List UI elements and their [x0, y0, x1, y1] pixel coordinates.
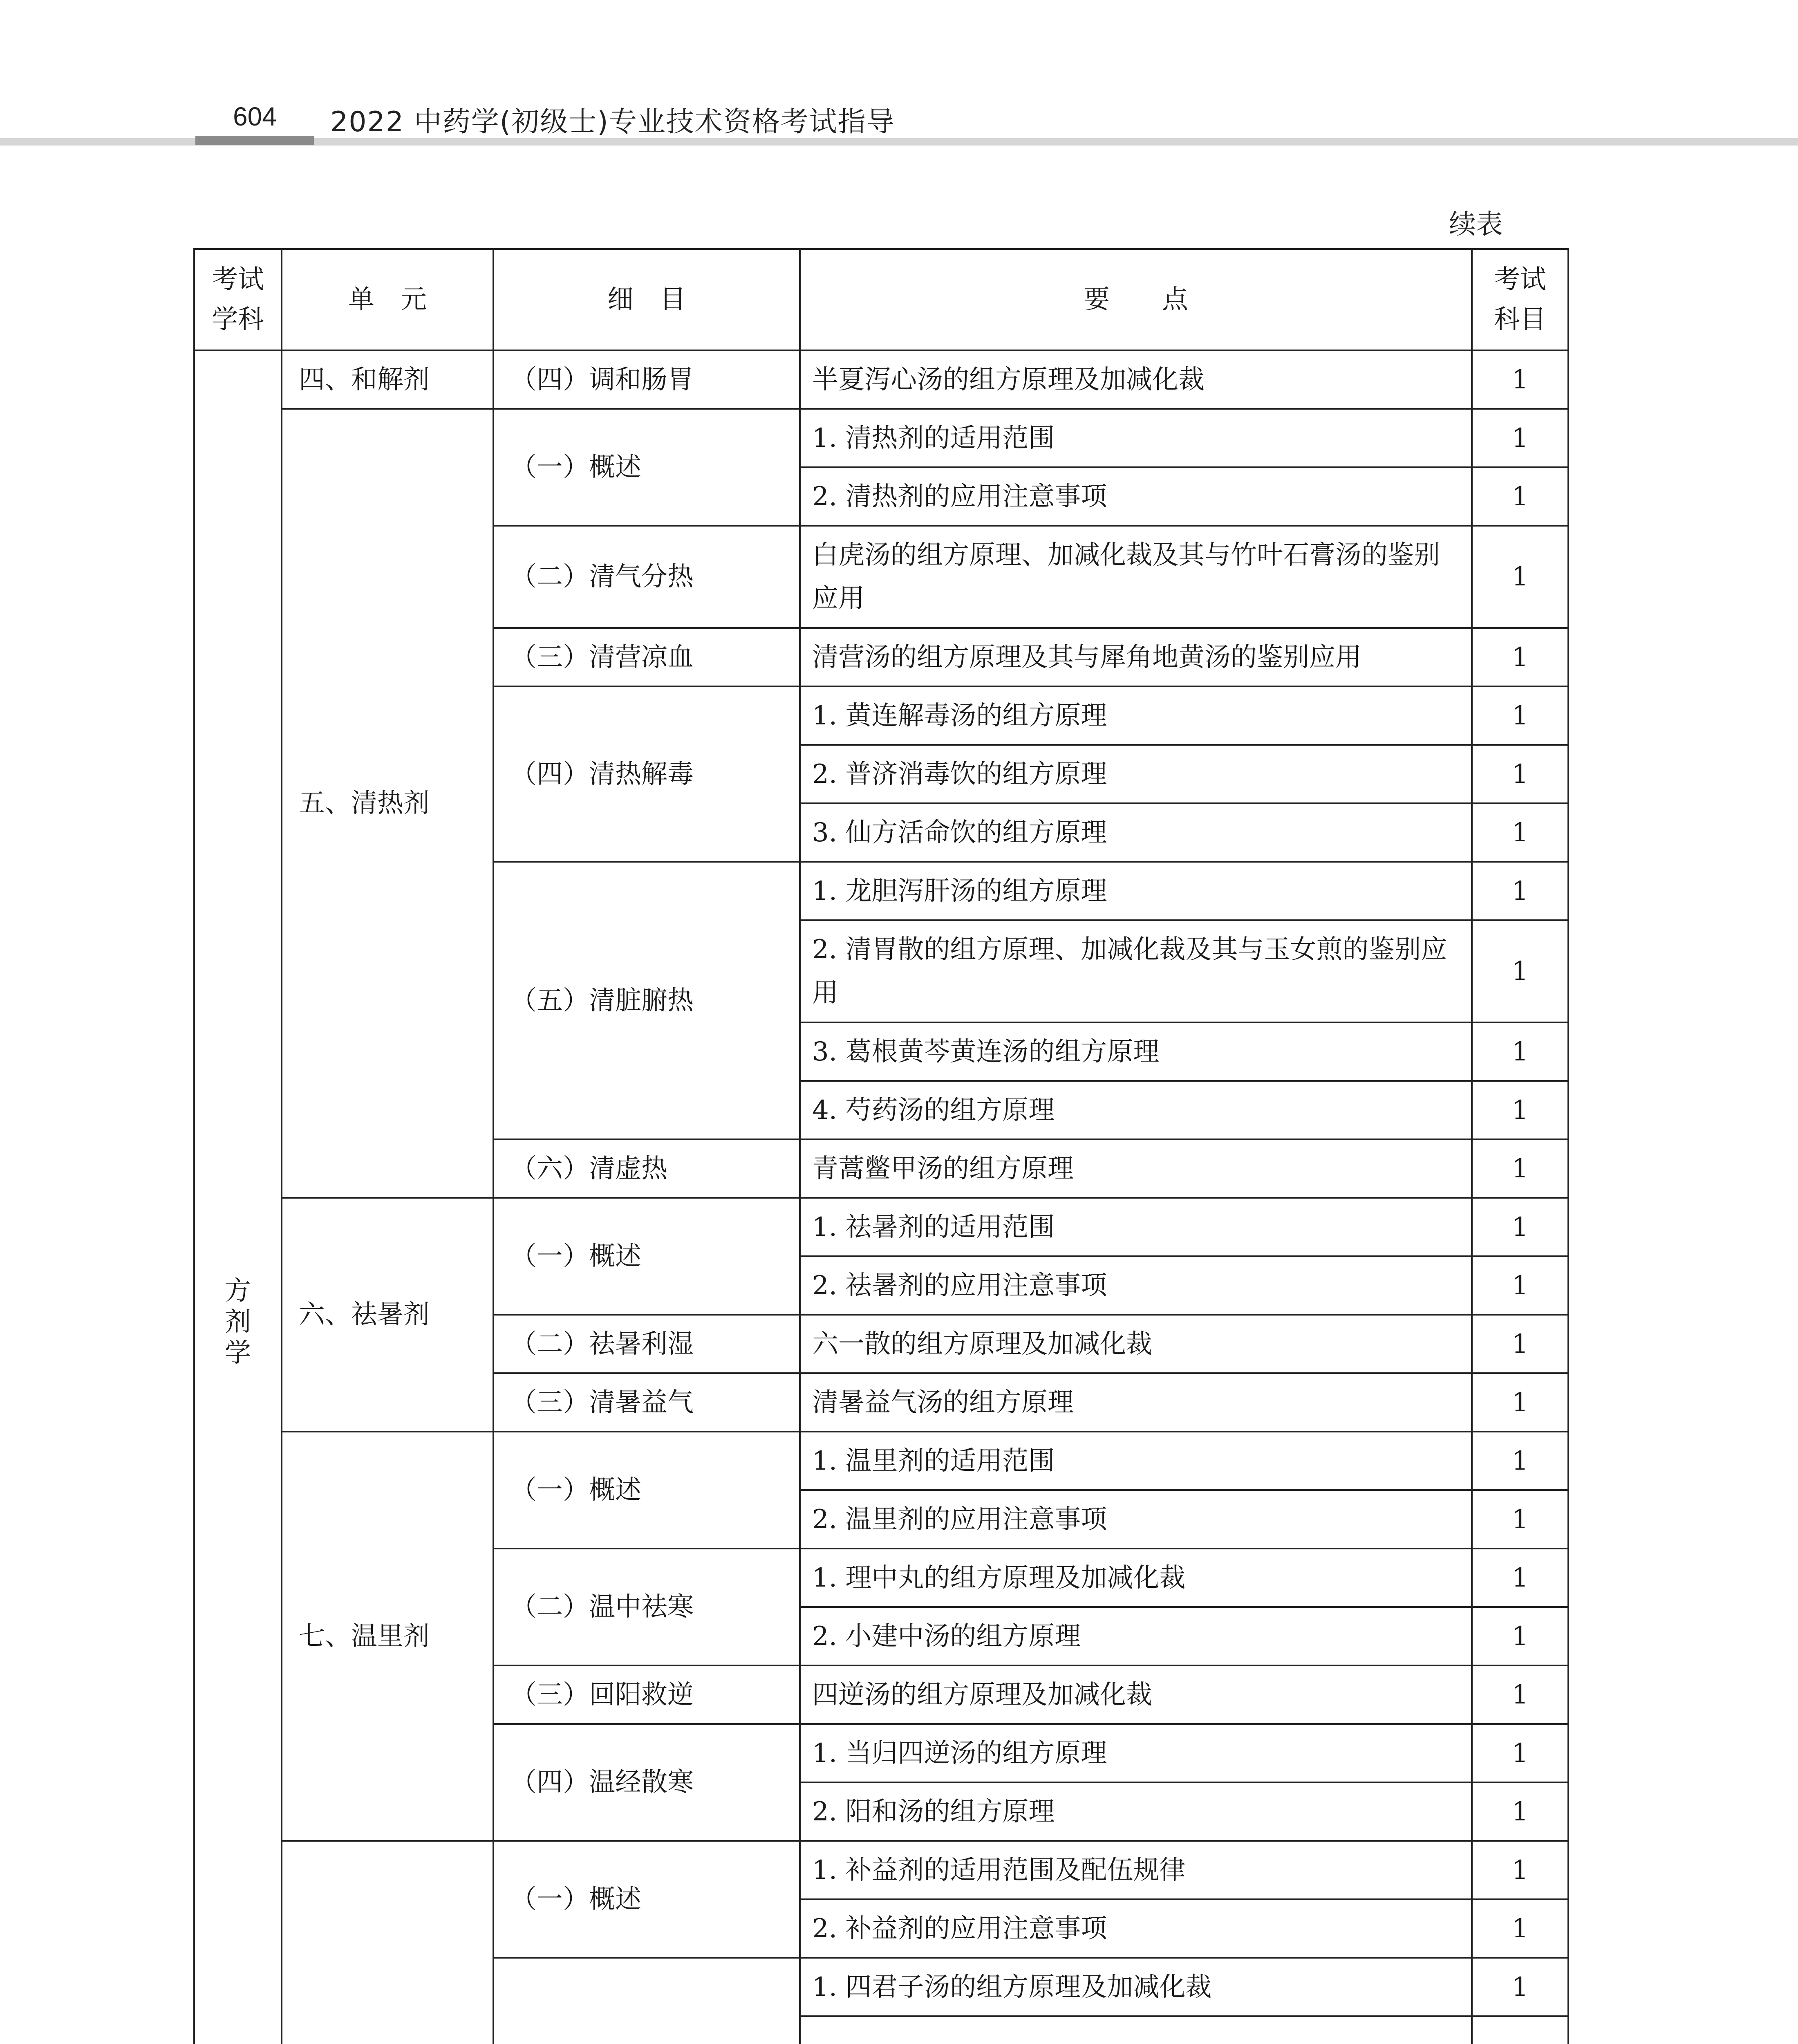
point-cell: 1. 温里剂的适用范围 [800, 1432, 1472, 1490]
score-cell: 1 [1472, 1549, 1568, 1607]
point-cell: 2. 清胃散的组方原理、加减化裁及其与玉女煎的鉴别应用 [800, 920, 1472, 1022]
point-cell: 青蒿鳖甲汤的组方原理 [800, 1139, 1472, 1198]
score-cell: 1 [1472, 1665, 1568, 1724]
unit-cell: 六、祛暑剂 [282, 1198, 493, 1432]
point-cell: 2. 小建中汤的组方原理 [800, 1607, 1472, 1665]
detail-cell: （五）清脏腑热 [493, 862, 800, 1139]
detail-cell: （四）调和肠胃 [493, 350, 800, 409]
point-cell: 清营汤的组方原理及其与犀角地黄汤的鉴别应用 [800, 628, 1472, 686]
point-cell: 2. 清热剂的应用注意事项 [800, 467, 1472, 526]
point-cell: 六一散的组方原理及加减化裁 [800, 1315, 1472, 1373]
unit-cell: 四、和解剂 [282, 350, 493, 409]
detail-cell: （一）概述 [493, 1841, 800, 1958]
score-cell: 1 [1472, 1724, 1568, 1782]
score-cell: 1 [1472, 1315, 1568, 1373]
point-cell [800, 2016, 1472, 2044]
table-row [194, 1432, 1568, 1490]
point-cell: 1. 黄连解毒汤的组方原理 [800, 686, 1472, 745]
score-cell: 1 [1472, 803, 1568, 862]
detail-cell: （四）清热解毒 [493, 686, 800, 862]
page-header [0, 0, 1798, 155]
score-cell: 1 [1472, 745, 1568, 803]
page-number: 604 [233, 102, 277, 131]
score-cell: 1 [1472, 862, 1568, 920]
header-exam: 考试 科目 [1472, 249, 1568, 350]
point-cell: 1. 理中丸的组方原理及加减化裁 [800, 1549, 1472, 1607]
score-cell: 1 [1472, 1022, 1568, 1081]
detail-cell [493, 1958, 800, 2044]
detail-cell: （一）概述 [493, 1432, 800, 1549]
score-cell: 1 [1472, 628, 1568, 686]
table-row [194, 409, 1568, 467]
score-cell: 1 [1472, 1432, 1568, 1490]
score-cell: 1 [1472, 1782, 1568, 1841]
running-title: 2022 中药学(初级士)专业技术资格考试指导 [330, 106, 895, 138]
score-cell [1472, 2016, 1568, 2044]
detail-cell: （三）清营凉血 [493, 628, 800, 686]
point-cell: 2. 普济消毒饮的组方原理 [800, 745, 1472, 803]
point-cell: 2. 温里剂的应用注意事项 [800, 1490, 1472, 1549]
subject-cell: 方剂学 [194, 350, 282, 2044]
point-cell: 1. 补益剂的适用范围及配伍规律 [800, 1841, 1472, 1899]
point-cell: 3. 仙方活命饮的组方原理 [800, 803, 1472, 862]
table-row [194, 350, 1568, 409]
point-cell: 2. 阳和汤的组方原理 [800, 1782, 1472, 1841]
detail-cell: （二）温中祛寒 [493, 1549, 800, 1665]
point-cell: 2. 祛暑剂的应用注意事项 [800, 1256, 1472, 1315]
score-cell: 1 [1472, 1081, 1568, 1139]
header-rule-accent [195, 136, 314, 145]
header-unit: 单 元 [282, 249, 493, 350]
score-cell: 1 [1472, 1373, 1568, 1432]
table-row [194, 1841, 1568, 1899]
score-cell: 1 [1472, 1256, 1568, 1315]
score-cell: 1 [1472, 1841, 1568, 1899]
detail-cell: （二）祛暑利湿 [493, 1315, 800, 1373]
point-cell: 1. 当归四逆汤的组方原理 [800, 1724, 1472, 1782]
unit-cell [282, 1841, 493, 2044]
header-point: 要 点 [800, 249, 1472, 350]
point-cell: 3. 葛根黄芩黄连汤的组方原理 [800, 1022, 1472, 1081]
point-cell: 1. 祛暑剂的适用范围 [800, 1198, 1472, 1256]
detail-cell: （六）清虚热 [493, 1139, 800, 1198]
point-cell: 四逆汤的组方原理及加减化裁 [800, 1665, 1472, 1724]
score-cell: 1 [1472, 467, 1568, 526]
score-cell: 1 [1472, 1198, 1568, 1256]
detail-cell: （四）温经散寒 [493, 1724, 800, 1841]
detail-cell: （三）清暑益气 [493, 1373, 800, 1432]
header-detail: 细 目 [493, 249, 800, 350]
detail-cell: （一）概述 [493, 1198, 800, 1315]
unit-cell: 七、温里剂 [282, 1432, 493, 1841]
syllabus-table [193, 248, 1569, 2044]
score-cell: 1 [1472, 686, 1568, 745]
detail-cell: （二）清气分热 [493, 526, 800, 628]
point-cell: 白虎汤的组方原理、加减化裁及其与竹叶石膏汤的鉴别应用 [800, 526, 1472, 628]
score-cell: 1 [1472, 350, 1568, 409]
score-cell: 1 [1472, 1490, 1568, 1549]
point-cell: 2. 补益剂的应用注意事项 [800, 1899, 1472, 1958]
table-header-row [194, 249, 1568, 350]
point-cell: 1. 清热剂的适用范围 [800, 409, 1472, 467]
unit-cell: 五、清热剂 [282, 409, 493, 1198]
point-cell: 1. 四君子汤的组方原理及加减化裁 [800, 1958, 1472, 2016]
score-cell: 1 [1472, 1958, 1568, 2016]
detail-cell: （三）回阳救逆 [493, 1665, 800, 1724]
point-cell: 1. 龙胆泻肝汤的组方原理 [800, 862, 1472, 920]
header-subject: 考试 学科 [194, 249, 282, 350]
score-cell: 1 [1472, 1139, 1568, 1198]
score-cell: 1 [1472, 526, 1568, 628]
score-cell: 1 [1472, 1899, 1568, 1958]
detail-cell: （一）概述 [493, 409, 800, 526]
table-row [194, 1198, 1568, 1256]
score-cell: 1 [1472, 1607, 1568, 1665]
continued-label: 续表 [1449, 208, 1503, 240]
score-cell: 1 [1472, 409, 1568, 467]
point-cell: 半夏泻心汤的组方原理及加减化裁 [800, 350, 1472, 409]
score-cell: 1 [1472, 920, 1568, 1022]
point-cell: 清暑益气汤的组方原理 [800, 1373, 1472, 1432]
point-cell: 4. 芍药汤的组方原理 [800, 1081, 1472, 1139]
